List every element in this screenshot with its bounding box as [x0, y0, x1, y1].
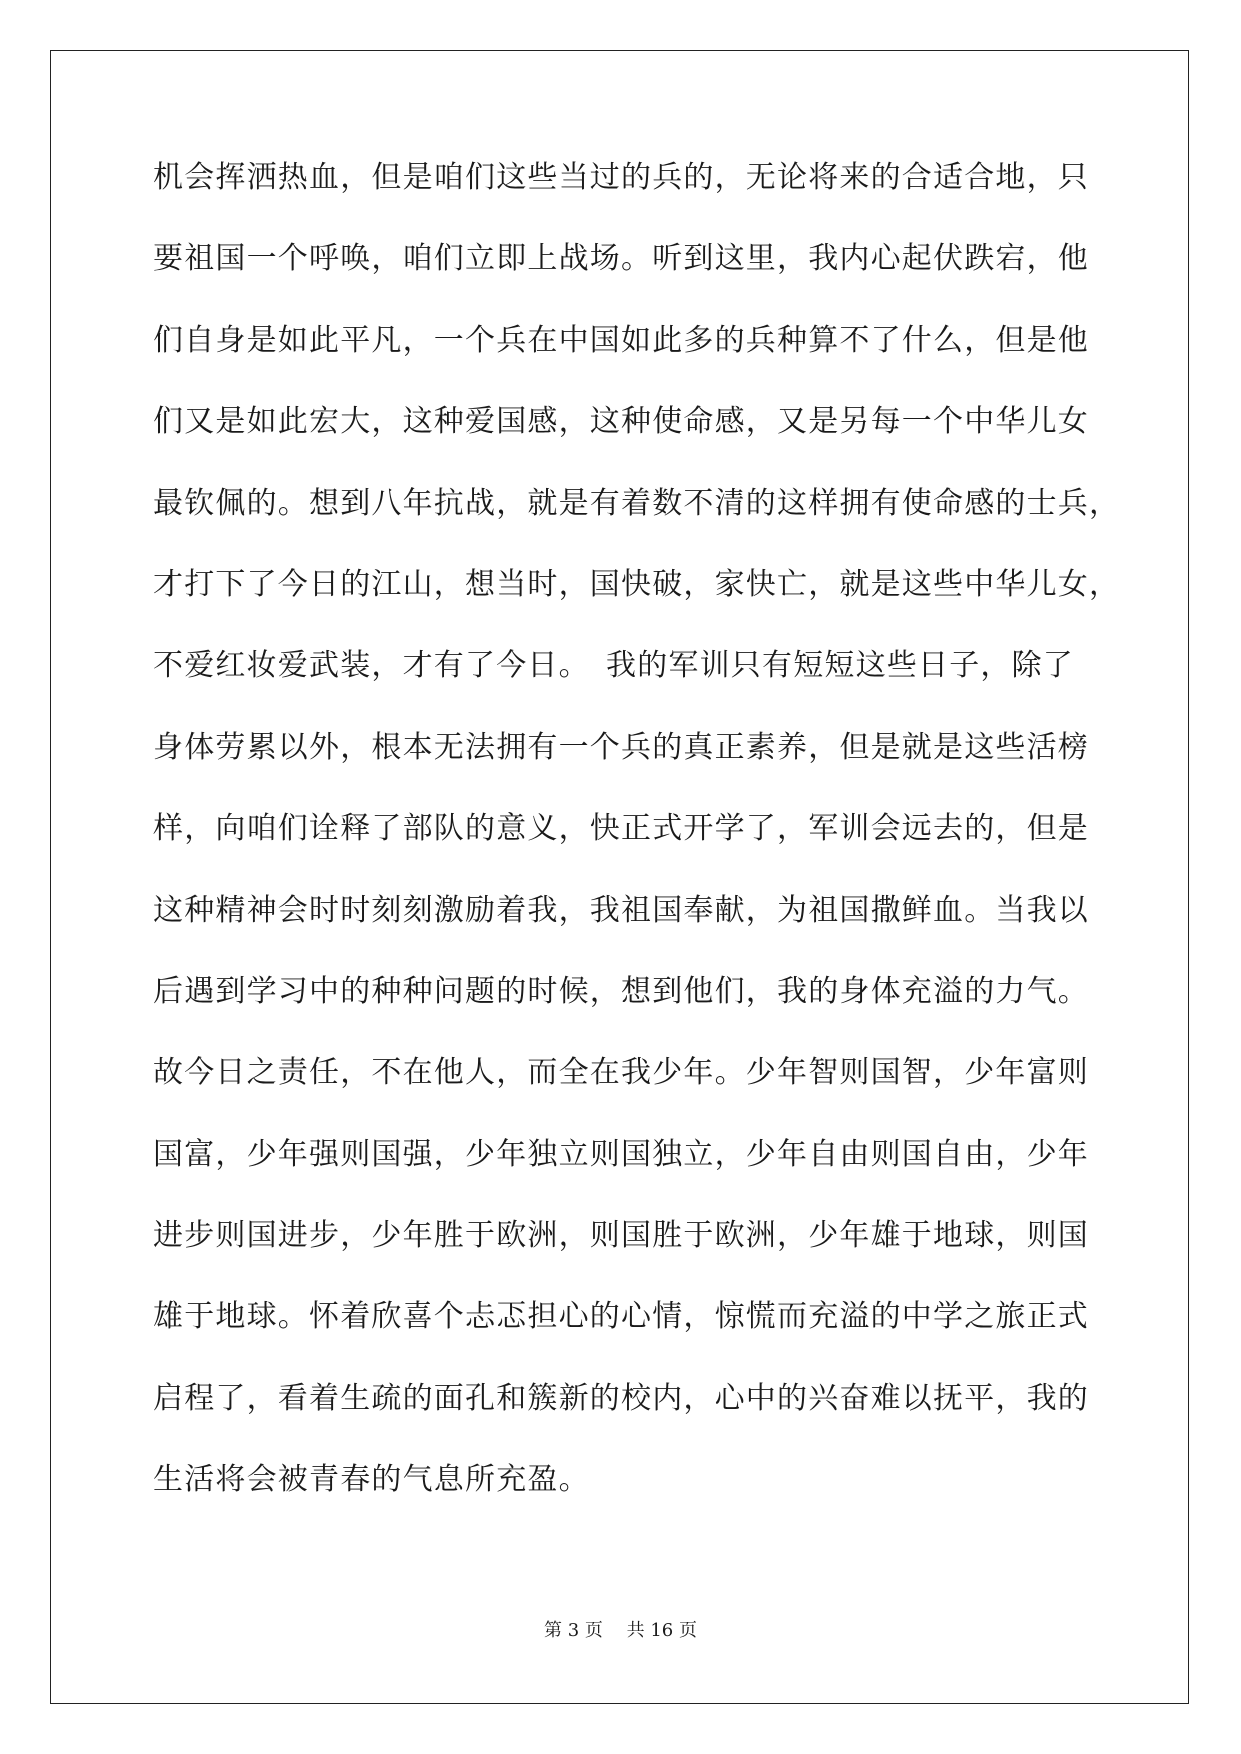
document-body — [153, 158, 1121, 1542]
text-line: 故今日之责任，不在他人，而全在我少年。少年智则国智，少年富则 — [153, 1055, 1089, 1091]
text-line: 要祖国一个呼唤，咱们立即上战场。听到这里，我内心起伏跌宕，他 — [153, 241, 1089, 277]
text-line: 进步则国进步，少年胜于欧洲，则国胜于欧洲，少年雄于地球，则国 — [153, 1218, 1089, 1254]
text-line: 后遇到学习中的种种问题的时候，想到他们，我的身体充溢的力气。 — [153, 973, 1089, 1009]
text-line: 生活将会被青春的气息所充盈。 — [153, 1462, 590, 1498]
text-line: 们自身是如此平凡，一个兵在中国如此多的兵种算不了什么，但是他 — [153, 322, 1089, 358]
text-line: 国富，少年强则国强，少年独立则国独立，少年自由则国自由，少年 — [153, 1136, 1089, 1172]
text-line: 样，向咱们诠释了部队的意义，快正式开学了，军训会远去的，但是 — [153, 811, 1089, 847]
text-line: 这种精神会时时刻刻激励着我，我祖国奉献，为祖国撒鲜血。当我以 — [153, 892, 1089, 928]
page-number: 第 3 页 共 16 页 — [544, 1620, 697, 1641]
text-line: 最钦佩的。想到八年抗战，就是有着数不清的这样拥有使命感的士兵， — [153, 485, 1121, 521]
text-line: 启程了，看着生疏的面孔和簇新的校内，心中的兴奋难以抚平，我的 — [153, 1380, 1089, 1416]
text-line: 雄于地球。怀着欣喜个忐忑担心的心情，惊慌而充溢的中学之旅正式 — [153, 1299, 1089, 1335]
text-line: 身体劳累以外，根本无法拥有一个兵的真正素养，但是就是这些活榜 — [153, 729, 1089, 765]
text-line: 不爱红妆爱武装，才有了今日。 我的军训只有短短这些日子，除了 — [153, 648, 1074, 684]
text-line: 们又是如此宏大，这种爱国感，这种使命感，又是另每一个中华儿女 — [153, 404, 1089, 440]
text-line: 才打下了今日的江山，想当时，国快破，家快亡，就是这些中华儿女， — [153, 566, 1121, 602]
text-line: 机会挥洒热血，但是咱们这些当过的兵的，无论将来的合适合地，只 — [153, 160, 1089, 195]
